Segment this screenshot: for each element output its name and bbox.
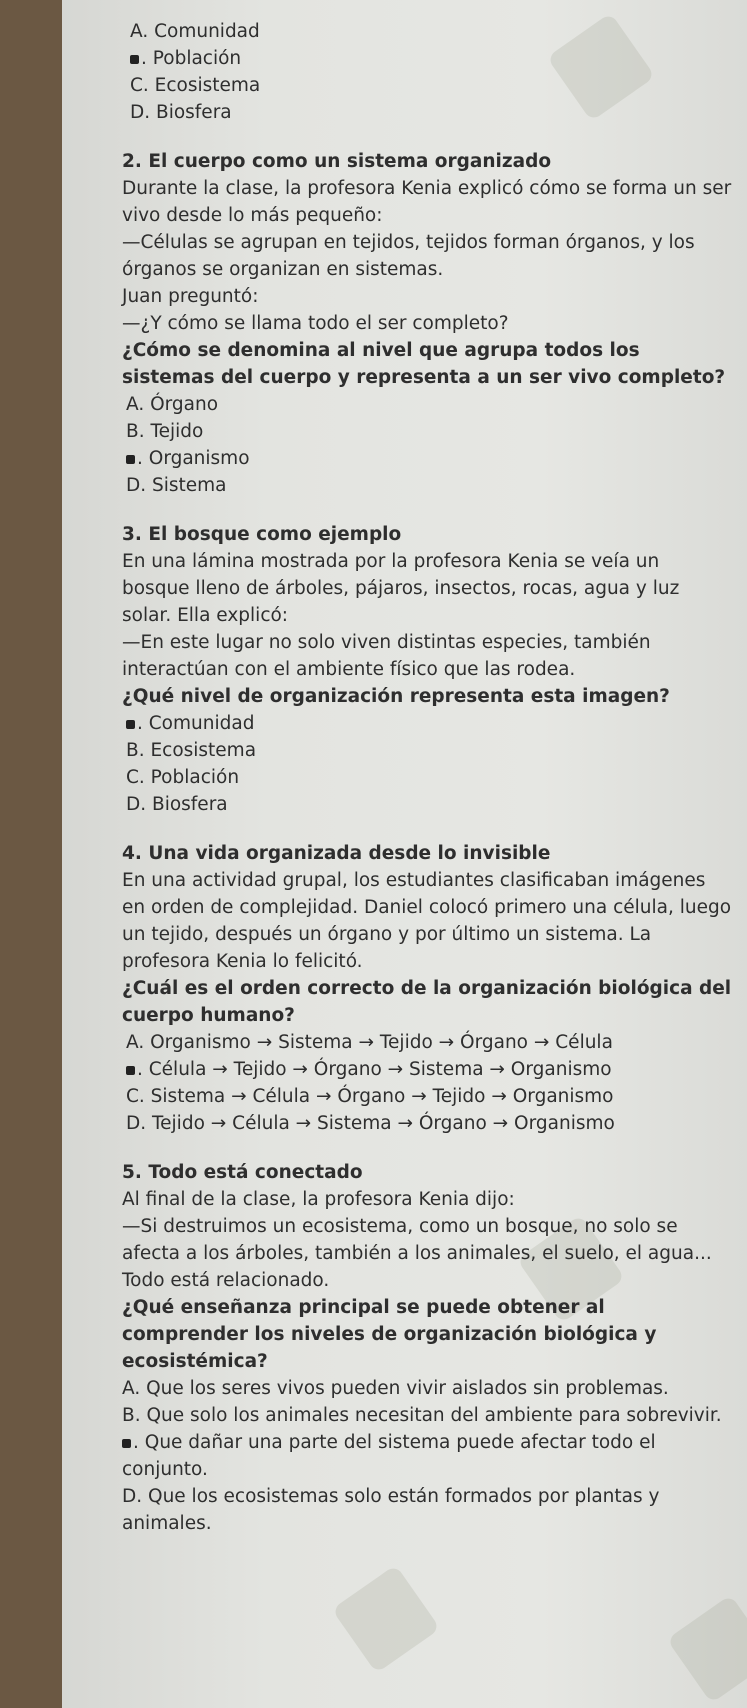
option-a[interactable]: A. Que los seres vivos pueden vivir aislados sin problemas. — [122, 1378, 669, 1399]
story-text: —Si destruimos un ecosistema, como un bosque, no solo se afecta a los árboles, también a los animales, el suelo, el agua... — [122, 1216, 712, 1264]
question-3 — [122, 521, 732, 818]
option-b[interactable]: B. Ecosistema — [126, 740, 257, 761]
answer-mark-icon — [126, 455, 135, 464]
story-text: Al final de la clase, la profesora Kenia dijo: — [122, 1189, 515, 1210]
answer-mark-icon — [126, 720, 135, 729]
option-d[interactable]: D. Biosfera — [130, 102, 232, 123]
option-c[interactable]: C. Población — [126, 767, 240, 788]
worksheet-page — [62, 0, 747, 1708]
story-text: —¿Y cómo se llama todo el ser completo? — [122, 313, 509, 334]
story-text: En una lámina mostrada por la profesora Kenia se veía un bosque lleno de árboles, pájaros, insectos, rocas, agua y luz solar. Ella explicó: — [122, 551, 680, 626]
story-text: En una actividad grupal, los estudiantes clasificaban imágenes en orden de complejidad. Daniel colocó primero una célula, luego un tejido, después un órgano y por último un sistema. La profesora Kenia lo felicitó. — [122, 870, 732, 972]
story-text: —En este lugar no solo viven distintas especies, también interactúan con el ambiente físico que las rodea. — [122, 632, 651, 680]
option-a-selected[interactable]: . Comunidad — [126, 710, 732, 737]
watermark-emblem — [667, 1595, 747, 1704]
option-d[interactable]: D. Sistema — [126, 475, 227, 496]
worksheet-content — [122, 18, 732, 1537]
answer-mark-icon — [126, 1066, 135, 1075]
option-d[interactable]: D. Biosfera — [126, 794, 228, 815]
question-title: 3. El bosque como ejemplo — [122, 524, 402, 545]
question-4 — [122, 840, 732, 1137]
option-c[interactable]: C. Sistema → Célula → Órgano → Tejido → Organismo — [126, 1086, 614, 1107]
question-title: 4. Una vida organizada desde lo invisible — [122, 843, 551, 864]
question-prompt: ¿Cómo se denomina al nivel que agrupa todos los sistemas del cuerpo y representa a un ser vivo completo? — [122, 340, 726, 388]
story-text: Juan preguntó: — [122, 286, 259, 307]
option-c-selected[interactable]: . Organismo — [126, 445, 732, 472]
option-d[interactable]: D. Que los ecosistemas solo están formados por plantas y animales. — [122, 1486, 660, 1534]
story-text: Todo está relacionado. — [122, 1270, 330, 1291]
option-b-selected[interactable]: . Célula → Tejido → Órgano → Sistema → Organismo — [126, 1056, 732, 1083]
watermark-emblem — [332, 1565, 441, 1674]
question-title: 5. Todo está conectado — [122, 1162, 363, 1183]
option-c-selected[interactable]: . Que dañar una parte del sistema puede afectar todo el conjunto. — [122, 1432, 656, 1480]
answer-mark-icon — [122, 1439, 131, 1448]
option-a[interactable]: A. Órgano — [126, 394, 219, 415]
question-prompt: ¿Qué enseñanza principal se puede obtener al comprender los niveles de organización biológica y ecosistémica? — [122, 1297, 657, 1372]
option-b[interactable]: B. Tejido — [126, 421, 204, 442]
question-1 — [126, 18, 732, 126]
answer-mark-icon — [130, 55, 139, 64]
option-c[interactable]: C. Ecosistema — [130, 75, 261, 96]
question-title: 2. El cuerpo como un sistema organizado — [122, 151, 552, 172]
option-d[interactable]: D. Tejido → Célula → Sistema → Órgano → Organismo — [126, 1113, 615, 1134]
option-a[interactable]: A. Organismo → Sistema → Tejido → Órgano → Célula — [126, 1032, 613, 1053]
question-prompt: ¿Qué nivel de organización representa esta imagen? — [122, 686, 670, 707]
option-a[interactable]: A. Comunidad — [130, 21, 260, 42]
question-2 — [122, 148, 732, 499]
question-5 — [122, 1159, 732, 1537]
story-text: —Células se agrupan en tejidos, tejidos forman órganos, y los órganos se organizan en sistemas. — [122, 232, 695, 280]
question-prompt: ¿Cuál es el orden correcto de la organización biológica del cuerpo humano? — [122, 978, 732, 1026]
story-text: Durante la clase, la profesora Kenia explicó cómo se forma un ser vivo desde lo más pequeño: — [122, 178, 732, 226]
option-b[interactable]: B. Que solo los animales necesitan del ambiente para sobrevivir. — [122, 1405, 722, 1426]
option-b-selected[interactable]: . Población — [130, 45, 732, 72]
